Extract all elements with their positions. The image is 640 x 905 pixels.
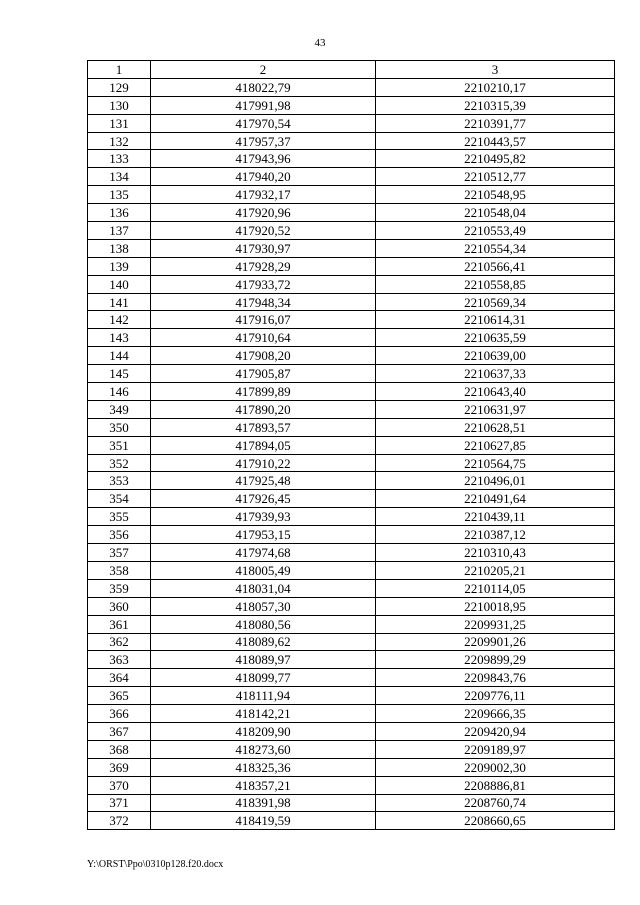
table-row [88, 418, 615, 436]
point-number-cell: 139 [88, 257, 151, 275]
y-coordinate-cell: 2210387,12 [376, 526, 615, 544]
y-coordinate-cell: 2210205,21 [376, 561, 615, 579]
table-row [88, 705, 615, 723]
x-coordinate-cell: 417925,48 [151, 472, 376, 490]
y-coordinate-cell: 2210628,51 [376, 418, 615, 436]
y-coordinate-cell: 2210643,40 [376, 383, 615, 401]
point-number-cell: 364 [88, 669, 151, 687]
x-coordinate-cell: 417940,20 [151, 168, 376, 186]
y-coordinate-cell: 2210391,77 [376, 114, 615, 132]
point-number-cell: 361 [88, 615, 151, 633]
table-row [88, 669, 615, 687]
y-coordinate-cell: 2209899,29 [376, 651, 615, 669]
table-row [88, 490, 615, 508]
point-number-cell: 129 [88, 78, 151, 96]
x-coordinate-cell: 417920,96 [151, 204, 376, 222]
point-number-cell: 358 [88, 561, 151, 579]
point-number-cell: 362 [88, 633, 151, 651]
x-coordinate-cell: 417894,05 [151, 436, 376, 454]
point-number-cell: 142 [88, 311, 151, 329]
column-header-1: 1 [88, 61, 151, 79]
table-row [88, 78, 615, 96]
x-coordinate-cell: 418057,30 [151, 597, 376, 615]
point-number-cell: 367 [88, 722, 151, 740]
x-coordinate-cell: 417991,98 [151, 96, 376, 114]
x-coordinate-cell: 417910,22 [151, 454, 376, 472]
table-row [88, 687, 615, 705]
table-row [88, 776, 615, 794]
y-coordinate-cell: 2210496,01 [376, 472, 615, 490]
column-header-2: 2 [151, 61, 376, 79]
table-row [88, 651, 615, 669]
point-number-cell: 146 [88, 383, 151, 401]
table-row [88, 257, 615, 275]
x-coordinate-cell: 418089,62 [151, 633, 376, 651]
table-row [88, 383, 615, 401]
table-row [88, 132, 615, 150]
table-row [88, 96, 615, 114]
y-coordinate-cell: 2210439,11 [376, 508, 615, 526]
y-coordinate-cell: 2210491,64 [376, 490, 615, 508]
table-row [88, 615, 615, 633]
point-number-cell: 354 [88, 490, 151, 508]
table-row [88, 508, 615, 526]
point-number-cell: 351 [88, 436, 151, 454]
y-coordinate-cell: 2209776,11 [376, 687, 615, 705]
y-coordinate-cell: 2210564,75 [376, 454, 615, 472]
table-row [88, 293, 615, 311]
y-coordinate-cell: 2209901,26 [376, 633, 615, 651]
coordinates-table [87, 60, 615, 830]
table-row [88, 722, 615, 740]
table-row [88, 186, 615, 204]
y-coordinate-cell: 2210627,85 [376, 436, 615, 454]
x-coordinate-cell: 417920,52 [151, 222, 376, 240]
y-coordinate-cell: 2210512,77 [376, 168, 615, 186]
table-row [88, 740, 615, 758]
y-coordinate-cell: 2210310,43 [376, 544, 615, 562]
table-row [88, 329, 615, 347]
y-coordinate-cell: 2210566,41 [376, 257, 615, 275]
y-coordinate-cell: 2209189,97 [376, 740, 615, 758]
table-body [88, 78, 615, 829]
table-row [88, 758, 615, 776]
x-coordinate-cell: 417899,89 [151, 383, 376, 401]
y-coordinate-cell: 2209843,76 [376, 669, 615, 687]
table-row [88, 472, 615, 490]
x-coordinate-cell: 417928,29 [151, 257, 376, 275]
table-row [88, 275, 615, 293]
x-coordinate-cell: 417926,45 [151, 490, 376, 508]
y-coordinate-cell: 2210210,17 [376, 78, 615, 96]
x-coordinate-cell: 418325,36 [151, 758, 376, 776]
table-row [88, 436, 615, 454]
x-coordinate-cell: 417930,97 [151, 239, 376, 257]
x-coordinate-cell: 417933,72 [151, 275, 376, 293]
table-row [88, 544, 615, 562]
point-number-cell: 140 [88, 275, 151, 293]
point-number-cell: 372 [88, 812, 151, 830]
y-coordinate-cell: 2210558,85 [376, 275, 615, 293]
x-coordinate-cell: 417957,37 [151, 132, 376, 150]
point-number-cell: 136 [88, 204, 151, 222]
x-coordinate-cell: 418022,79 [151, 78, 376, 96]
table-row [88, 400, 615, 418]
x-coordinate-cell: 418080,56 [151, 615, 376, 633]
y-coordinate-cell: 2210443,57 [376, 132, 615, 150]
table-row [88, 579, 615, 597]
point-number-cell: 132 [88, 132, 151, 150]
y-coordinate-cell: 2210548,95 [376, 186, 615, 204]
table-header-row [88, 61, 615, 79]
table-row [88, 168, 615, 186]
y-coordinate-cell: 2210554,34 [376, 239, 615, 257]
point-number-cell: 352 [88, 454, 151, 472]
x-coordinate-cell: 418111,94 [151, 687, 376, 705]
x-coordinate-cell: 417910,64 [151, 329, 376, 347]
table-row [88, 597, 615, 615]
point-number-cell: 349 [88, 400, 151, 418]
point-number-cell: 138 [88, 239, 151, 257]
point-number-cell: 350 [88, 418, 151, 436]
point-number-cell: 357 [88, 544, 151, 562]
x-coordinate-cell: 418391,98 [151, 794, 376, 812]
y-coordinate-cell: 2210569,34 [376, 293, 615, 311]
point-number-cell: 130 [88, 96, 151, 114]
y-coordinate-cell: 2210548,04 [376, 204, 615, 222]
point-number-cell: 134 [88, 168, 151, 186]
point-number-cell: 145 [88, 365, 151, 383]
y-coordinate-cell: 2210315,39 [376, 96, 615, 114]
y-coordinate-cell: 2209666,35 [376, 705, 615, 723]
x-coordinate-cell: 418273,60 [151, 740, 376, 758]
x-coordinate-cell: 418142,21 [151, 705, 376, 723]
footer-file-path: Y:\ORST\Ppo\0310p128.f20.docx [87, 859, 224, 870]
x-coordinate-cell: 417890,20 [151, 400, 376, 418]
point-number-cell: 137 [88, 222, 151, 240]
point-number-cell: 366 [88, 705, 151, 723]
x-coordinate-cell: 417932,17 [151, 186, 376, 204]
point-number-cell: 133 [88, 150, 151, 168]
point-number-cell: 355 [88, 508, 151, 526]
y-coordinate-cell: 2209420,94 [376, 722, 615, 740]
table-row [88, 204, 615, 222]
y-coordinate-cell: 2210018,95 [376, 597, 615, 615]
point-number-cell: 144 [88, 347, 151, 365]
table-row [88, 633, 615, 651]
y-coordinate-cell: 2210553,49 [376, 222, 615, 240]
table-row [88, 454, 615, 472]
x-coordinate-cell: 418209,90 [151, 722, 376, 740]
y-coordinate-cell: 2210635,59 [376, 329, 615, 347]
point-number-cell: 141 [88, 293, 151, 311]
table-row [88, 347, 615, 365]
x-coordinate-cell: 418089,97 [151, 651, 376, 669]
x-coordinate-cell: 417974,68 [151, 544, 376, 562]
point-number-cell: 365 [88, 687, 151, 705]
point-number-cell: 131 [88, 114, 151, 132]
y-coordinate-cell: 2210495,82 [376, 150, 615, 168]
point-number-cell: 353 [88, 472, 151, 490]
point-number-cell: 368 [88, 740, 151, 758]
table-row [88, 114, 615, 132]
x-coordinate-cell: 418419,59 [151, 812, 376, 830]
y-coordinate-cell: 2209931,25 [376, 615, 615, 633]
y-coordinate-cell: 2210114,05 [376, 579, 615, 597]
x-coordinate-cell: 417916,07 [151, 311, 376, 329]
x-coordinate-cell: 417908,20 [151, 347, 376, 365]
table-row [88, 311, 615, 329]
column-header-3: 3 [376, 61, 615, 79]
table-row [88, 365, 615, 383]
table-row [88, 794, 615, 812]
x-coordinate-cell: 418005,49 [151, 561, 376, 579]
x-coordinate-cell: 417905,87 [151, 365, 376, 383]
x-coordinate-cell: 418031,04 [151, 579, 376, 597]
y-coordinate-cell: 2208760,74 [376, 794, 615, 812]
y-coordinate-cell: 2209002,30 [376, 758, 615, 776]
y-coordinate-cell: 2208886,81 [376, 776, 615, 794]
point-number-cell: 370 [88, 776, 151, 794]
y-coordinate-cell: 2210614,31 [376, 311, 615, 329]
x-coordinate-cell: 417893,57 [151, 418, 376, 436]
x-coordinate-cell: 418357,21 [151, 776, 376, 794]
y-coordinate-cell: 2210631,97 [376, 400, 615, 418]
x-coordinate-cell: 417953,15 [151, 526, 376, 544]
point-number-cell: 143 [88, 329, 151, 347]
table-row [88, 561, 615, 579]
point-number-cell: 363 [88, 651, 151, 669]
x-coordinate-cell: 418099,77 [151, 669, 376, 687]
page-number: 43 [314, 37, 326, 49]
x-coordinate-cell: 417939,93 [151, 508, 376, 526]
point-number-cell: 371 [88, 794, 151, 812]
x-coordinate-cell: 417948,34 [151, 293, 376, 311]
x-coordinate-cell: 417970,54 [151, 114, 376, 132]
x-coordinate-cell: 417943,96 [151, 150, 376, 168]
point-number-cell: 360 [88, 597, 151, 615]
table-row [88, 239, 615, 257]
table-row [88, 812, 615, 830]
y-coordinate-cell: 2210639,00 [376, 347, 615, 365]
y-coordinate-cell: 2208660,65 [376, 812, 615, 830]
table-row [88, 150, 615, 168]
y-coordinate-cell: 2210637,33 [376, 365, 615, 383]
table-row [88, 526, 615, 544]
point-number-cell: 135 [88, 186, 151, 204]
point-number-cell: 369 [88, 758, 151, 776]
table-row [88, 222, 615, 240]
point-number-cell: 359 [88, 579, 151, 597]
point-number-cell: 356 [88, 526, 151, 544]
